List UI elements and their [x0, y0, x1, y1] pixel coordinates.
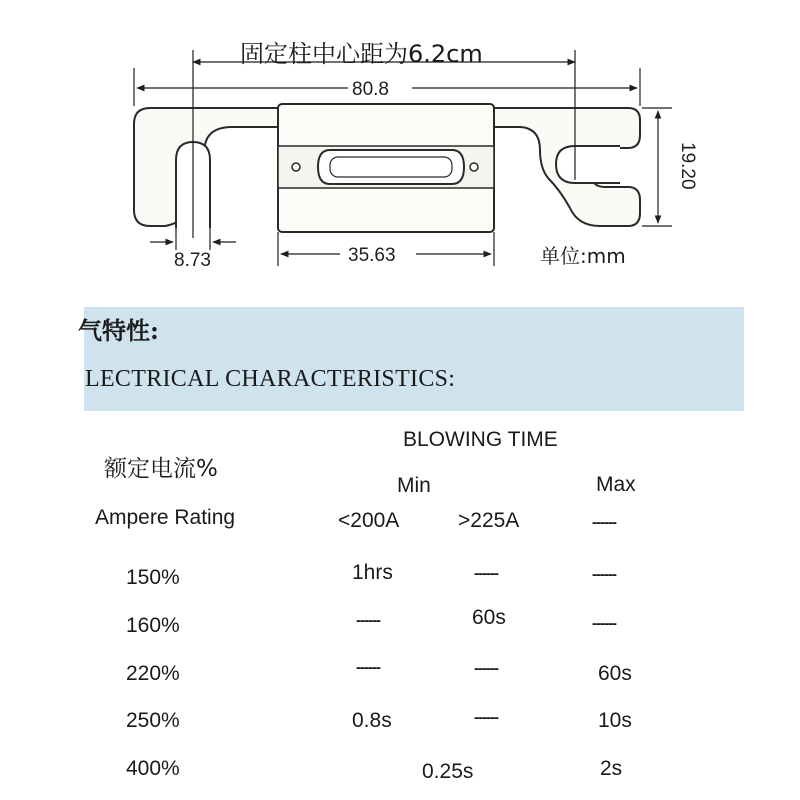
table-cell-max: 10s [598, 709, 632, 732]
section-title-en: LECTRICAL CHARACTERISTICS: [85, 366, 456, 392]
dim-center: 35.63 [348, 245, 396, 266]
fuse-element-window [318, 150, 464, 184]
table-cell-lt200: ------ [356, 612, 380, 629]
table-cell-lt200: ------ [356, 659, 380, 676]
rating-header-cn: 额定电流% [104, 456, 218, 482]
dim-slot: 8.73 [174, 250, 211, 271]
sub-header-lt200: <200A [338, 509, 400, 532]
table-cell-gt225: ------ [474, 709, 498, 726]
table-row-rating: 160% [126, 614, 180, 637]
diagram-title: 固定柱中心距为6.2cm [240, 40, 483, 68]
table-row-rating: 250% [126, 709, 180, 732]
rivet-left [292, 163, 300, 171]
unit-label: 单位:mm [540, 244, 626, 268]
table-cell-lt200: 0.8s [352, 709, 392, 732]
table-cell-max: 2s [600, 757, 623, 780]
dim-height: 19.20 [677, 142, 698, 190]
rivet-right [470, 163, 478, 171]
section-title-cn: 气特性: [78, 316, 159, 345]
table-row-rating: 220% [126, 662, 180, 685]
rating-header-en: Ampere Rating [95, 506, 236, 529]
table-cell-max: ------ [592, 566, 616, 583]
sub-header-max: ------ [592, 514, 616, 531]
table-row-rating: 150% [126, 566, 180, 589]
table-cell-gt225: ------ [474, 565, 498, 582]
table-cell-max: ------ [592, 615, 616, 632]
section-header-band [84, 307, 744, 411]
max-header: Max [596, 473, 636, 496]
table-cell-gt225: ------ [474, 660, 498, 677]
min-header: Min [397, 474, 431, 497]
table-row-rating: 400% [126, 757, 180, 780]
right-slot [556, 146, 620, 183]
table-cell-gt225: 60s [472, 606, 506, 629]
table-cell-min-merged: 0.25s [422, 760, 474, 783]
table-cell-max: 60s [598, 662, 632, 685]
dim-overall: 80.8 [352, 79, 389, 100]
blowing-time-header: BLOWING TIME [403, 428, 558, 451]
sub-header-gt225: >225A [458, 509, 520, 532]
table-cell-lt200: 1hrs [352, 561, 393, 584]
